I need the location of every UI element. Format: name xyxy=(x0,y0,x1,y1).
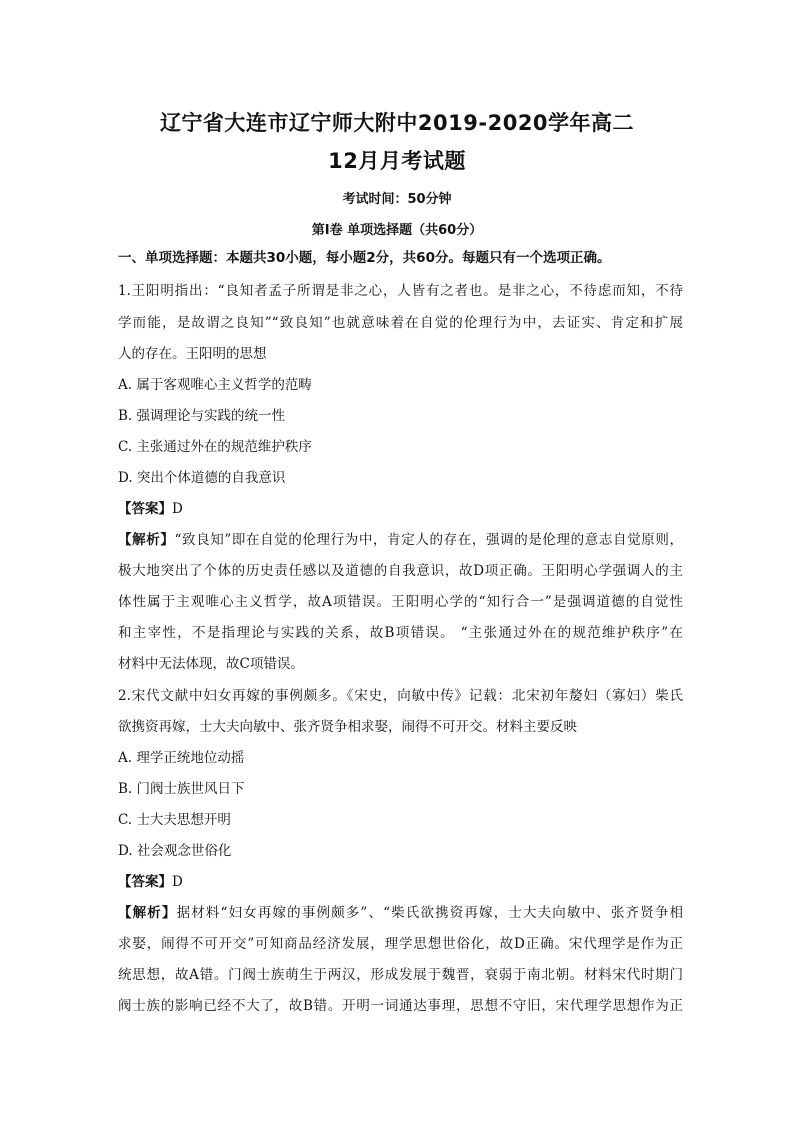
answer-label: 【答案】 xyxy=(118,501,172,517)
analysis-label: 【解析】 xyxy=(118,532,175,548)
q1-stem-line: 学而能，是故谓之良知”“致良知”也就意味着在自觉的伦理行为中，去证实、肯定和扩展 xyxy=(118,315,683,331)
q1-option-d: D. 突出个体道德的自我意识 xyxy=(118,470,286,486)
q1-analysis-line: 体性属于主观唯心主义哲学，故A项错误。王阳明心学的“知行合一”是强调道德的自觉性 xyxy=(118,594,683,610)
q1-analysis-line: 极大地突出了个体的历史责任感以及道德的自我意识，故D项正确。王阳明心学强调人的主 xyxy=(118,563,683,579)
q1-analysis-line xyxy=(118,530,683,550)
q2-option-d: D. 社会观念世俗化 xyxy=(118,843,232,859)
q1-option-a: A. 属于客观唯心主义哲学的范畴 xyxy=(118,377,312,393)
q2-option-b: B. 门阀士族世风日下 xyxy=(118,781,245,797)
q1-option-c: C. 主张通过外在的规范维护秩序 xyxy=(118,439,312,455)
exam-time: 考试时间：50分钟 xyxy=(342,192,452,207)
q2-stem-line: 欲携资再嫁，士大夫向敏中、张齐贤争相求娶，闹得不可开交。材料主要反映 xyxy=(118,719,577,735)
analysis-label: 【解析】 xyxy=(118,905,177,921)
q2-option-c: C. 士大夫思想开明 xyxy=(118,812,231,828)
q2-stem-line: 2.宋代文献中妇女再嫁的事例颇多。《宋史，向敏中传》记载：北宋初年嫠妇（寡妇）柴氏 xyxy=(118,688,683,704)
section-heading: 一、单项选择题：本题共30小题，每小题2分，共60分。每题只有一个选项正确。 xyxy=(118,250,611,266)
page-title: 辽宁省大连市辽宁师大附中2019-2020学年高二 xyxy=(159,111,635,135)
answer-label: 【答案】 xyxy=(118,874,172,890)
q2-analysis-line: 阀士族的影响已经不大了，故B错。开明一词通达事理，思想不守旧，宋代理学思想作为正 xyxy=(118,998,683,1014)
q1-stem-line: 人的存在。王阳明的思想 xyxy=(118,346,267,362)
q2-answer xyxy=(118,872,683,892)
q2-analysis-line: 统思想，故A错。门阀士族萌生于两汉，形成发展于魏晋，衰弱于南北朝。材料宋代时期门 xyxy=(118,967,683,983)
q1-answer xyxy=(118,499,683,519)
volume-heading: 第Ⅰ卷 单项选择题（共60分） xyxy=(311,223,483,238)
q2-analysis-line xyxy=(118,903,683,923)
q1-analysis-line: 材料中无法体现，故C项错误。 xyxy=(118,656,304,672)
q1-analysis-line: 和主宰性，不是指理论与实践的关系，故B项错误。 “主张通过外在的规范维护秩序”在 xyxy=(118,625,683,641)
q2-option-a: A. 理学正统地位动摇 xyxy=(118,750,245,766)
analysis-text: 据材料“妇女再嫁的事例颇多”、“柴氏欲携资再嫁，士大夫向敏中、张齐贤争相 xyxy=(176,905,683,921)
q1-stem-line: 1.王阳明指出：“良知者孟子所谓是非之心，人皆有之者也。是非之心，不待虑而知，不待 xyxy=(118,283,683,299)
page-title-line2: 12月月考试题 xyxy=(328,149,466,173)
q2-analysis-line: 求娶，闹得不可开交”可知商品经济发展，理学思想世俗化，故D正确。宋代理学是作为正 xyxy=(118,936,683,952)
answer-value: D xyxy=(172,874,183,890)
analysis-text: “致良知”即在自觉的伦理行为中，肯定人的存在，强调的是伦理的意志自觉原则， xyxy=(174,532,683,548)
q1-option-b: B. 强调理论与实践的统一性 xyxy=(118,408,286,424)
answer-value: D xyxy=(172,501,183,517)
